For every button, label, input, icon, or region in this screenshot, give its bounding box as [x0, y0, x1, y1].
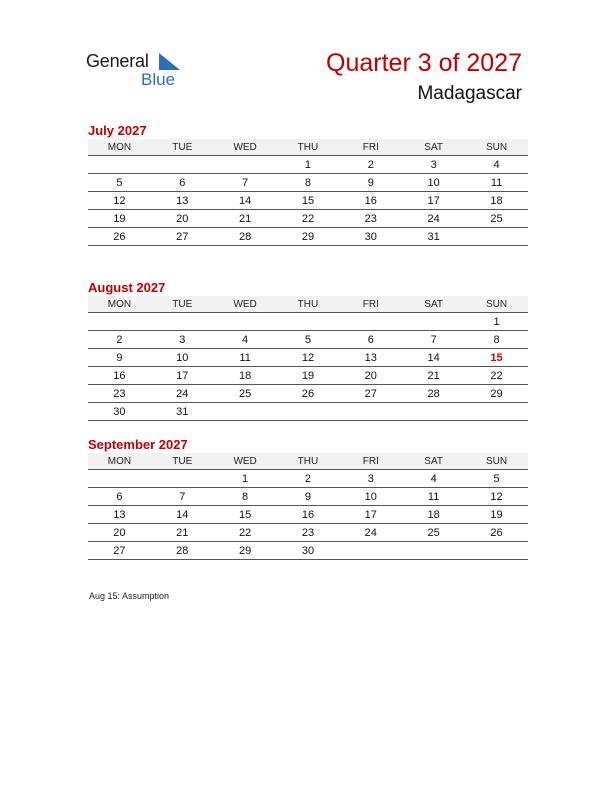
week-row: [88, 403, 528, 421]
logo-flag-icon: [156, 53, 182, 71]
empty-day-cell: [151, 470, 214, 488]
day-cell: 2: [88, 331, 151, 349]
day-cell: 15: [465, 349, 528, 367]
week-row: [88, 192, 528, 210]
week-row: [88, 313, 528, 331]
empty-day-cell: [88, 156, 151, 174]
day-cell: 21: [151, 524, 214, 542]
weekday-header: THU: [277, 296, 340, 313]
weekday-header: FRI: [339, 453, 402, 470]
week-row: [88, 470, 528, 488]
day-cell: 21: [214, 210, 277, 228]
day-cell: 2: [339, 156, 402, 174]
weekday-header: MON: [88, 453, 151, 470]
empty-day-cell: [277, 313, 340, 331]
logo-general-text: General: [86, 51, 149, 71]
calendar-table: [88, 296, 528, 421]
day-cell: 29: [214, 542, 277, 560]
weekday-header: SAT: [402, 139, 465, 156]
day-cell: 20: [151, 210, 214, 228]
day-cell: 28: [402, 385, 465, 403]
day-cell: 1: [277, 156, 340, 174]
day-cell: 7: [151, 488, 214, 506]
weekday-header: TUE: [151, 453, 214, 470]
country-name: Madagascar: [417, 83, 522, 104]
empty-day-cell: [339, 403, 402, 421]
week-row: [88, 210, 528, 228]
day-cell: 25: [214, 385, 277, 403]
day-cell: 4: [402, 470, 465, 488]
day-cell: 14: [214, 192, 277, 210]
month-title: July 2027: [88, 123, 147, 138]
day-cell: 12: [88, 192, 151, 210]
day-cell: 23: [88, 385, 151, 403]
day-cell: 10: [339, 488, 402, 506]
weekday-header-row: [88, 296, 528, 313]
empty-day-cell: [88, 470, 151, 488]
day-cell: 30: [88, 403, 151, 421]
day-cell: 24: [151, 385, 214, 403]
day-cell: 13: [339, 349, 402, 367]
day-cell: 22: [277, 210, 340, 228]
calendar-table: [88, 139, 528, 246]
day-cell: 23: [339, 210, 402, 228]
day-cell: 3: [151, 331, 214, 349]
day-cell: 6: [151, 174, 214, 192]
month-title: September 2027: [88, 437, 188, 452]
week-row: [88, 542, 528, 560]
day-cell: 11: [465, 174, 528, 192]
weekday-header: FRI: [339, 139, 402, 156]
empty-day-cell: [402, 542, 465, 560]
week-row: [88, 385, 528, 403]
day-cell: 13: [151, 192, 214, 210]
day-cell: 11: [214, 349, 277, 367]
day-cell: 1: [214, 470, 277, 488]
day-cell: 22: [465, 367, 528, 385]
day-cell: 14: [402, 349, 465, 367]
day-cell: 17: [151, 367, 214, 385]
day-cell: 8: [214, 488, 277, 506]
day-cell: 4: [214, 331, 277, 349]
day-cell: 25: [402, 524, 465, 542]
weekday-header: SAT: [402, 296, 465, 313]
day-cell: 9: [277, 488, 340, 506]
weekday-header: WED: [214, 139, 277, 156]
day-cell: 20: [88, 524, 151, 542]
day-cell: 27: [339, 385, 402, 403]
day-cell: 15: [214, 506, 277, 524]
holiday-note: Aug 15: Assumption: [89, 591, 170, 601]
day-cell: 4: [465, 156, 528, 174]
day-cell: 31: [402, 228, 465, 246]
day-cell: 7: [402, 331, 465, 349]
day-cell: 30: [277, 542, 340, 560]
day-cell: 30: [339, 228, 402, 246]
day-cell: 8: [277, 174, 340, 192]
day-cell: 29: [277, 228, 340, 246]
month-august: [88, 279, 528, 421]
day-cell: 7: [214, 174, 277, 192]
day-cell: 16: [277, 506, 340, 524]
day-cell: 18: [465, 192, 528, 210]
day-cell: 9: [88, 349, 151, 367]
empty-day-cell: [214, 403, 277, 421]
weekday-header: WED: [214, 296, 277, 313]
week-row: [88, 331, 528, 349]
day-cell: 27: [88, 542, 151, 560]
empty-day-cell: [402, 403, 465, 421]
empty-day-cell: [88, 313, 151, 331]
day-cell: 14: [151, 506, 214, 524]
day-cell: 1: [465, 313, 528, 331]
day-cell: 10: [402, 174, 465, 192]
day-cell: 18: [214, 367, 277, 385]
weekday-header: MON: [88, 296, 151, 313]
day-cell: 26: [465, 524, 528, 542]
day-cell: 3: [339, 470, 402, 488]
day-cell: 19: [88, 210, 151, 228]
weekday-header-row: [88, 453, 528, 470]
day-cell: 13: [88, 506, 151, 524]
day-cell: 31: [151, 403, 214, 421]
day-cell: 5: [88, 174, 151, 192]
week-row: [88, 506, 528, 524]
empty-day-cell: [402, 313, 465, 331]
day-cell: 28: [151, 542, 214, 560]
weekday-header: THU: [277, 139, 340, 156]
day-cell: 5: [465, 470, 528, 488]
day-cell: 19: [277, 367, 340, 385]
day-cell: 29: [465, 385, 528, 403]
empty-day-cell: [465, 542, 528, 560]
logo: [86, 51, 196, 91]
day-cell: 16: [339, 192, 402, 210]
empty-day-cell: [465, 228, 528, 246]
week-row: [88, 524, 528, 542]
day-cell: 5: [277, 331, 340, 349]
day-cell: 25: [465, 210, 528, 228]
day-cell: 16: [88, 367, 151, 385]
day-cell: 23: [277, 524, 340, 542]
empty-day-cell: [214, 313, 277, 331]
week-row: [88, 228, 528, 246]
month-september: [88, 436, 528, 560]
day-cell: 28: [214, 228, 277, 246]
day-cell: 2: [277, 470, 340, 488]
calendar-table: [88, 453, 528, 560]
month-july: [88, 122, 528, 246]
weekday-header: TUE: [151, 139, 214, 156]
weekday-header: SUN: [465, 139, 528, 156]
empty-day-cell: [214, 156, 277, 174]
week-row: [88, 367, 528, 385]
weekday-header: SUN: [465, 453, 528, 470]
empty-day-cell: [339, 542, 402, 560]
day-cell: 20: [339, 367, 402, 385]
day-cell: 3: [402, 156, 465, 174]
weekday-header: FRI: [339, 296, 402, 313]
weekday-header: SAT: [402, 453, 465, 470]
day-cell: 18: [402, 506, 465, 524]
day-cell: 12: [465, 488, 528, 506]
day-cell: 10: [151, 349, 214, 367]
week-row: [88, 488, 528, 506]
empty-day-cell: [465, 403, 528, 421]
weekday-header: WED: [214, 453, 277, 470]
weekday-header: TUE: [151, 296, 214, 313]
weekday-header: THU: [277, 453, 340, 470]
day-cell: 26: [88, 228, 151, 246]
week-row: [88, 174, 528, 192]
day-cell: 6: [88, 488, 151, 506]
page-title: Quarter 3 of 2027: [326, 49, 522, 77]
day-cell: 21: [402, 367, 465, 385]
day-cell: 15: [277, 192, 340, 210]
day-cell: 12: [277, 349, 340, 367]
day-cell: 8: [465, 331, 528, 349]
day-cell: 27: [151, 228, 214, 246]
day-cell: 9: [339, 174, 402, 192]
day-cell: 19: [465, 506, 528, 524]
day-cell: 17: [339, 506, 402, 524]
empty-day-cell: [277, 403, 340, 421]
month-title: August 2027: [88, 280, 166, 295]
logo-blue-text: Blue: [141, 70, 176, 89]
day-cell: 24: [339, 524, 402, 542]
weekday-header-row: [88, 139, 528, 156]
day-cell: 26: [277, 385, 340, 403]
day-cell: 11: [402, 488, 465, 506]
empty-day-cell: [151, 313, 214, 331]
empty-day-cell: [151, 156, 214, 174]
week-row: [88, 349, 528, 367]
day-cell: 17: [402, 192, 465, 210]
weekday-header: MON: [88, 139, 151, 156]
day-cell: 22: [214, 524, 277, 542]
day-cell: 24: [402, 210, 465, 228]
week-row: [88, 156, 528, 174]
empty-day-cell: [339, 313, 402, 331]
weekday-header: SUN: [465, 296, 528, 313]
day-cell: 6: [339, 331, 402, 349]
